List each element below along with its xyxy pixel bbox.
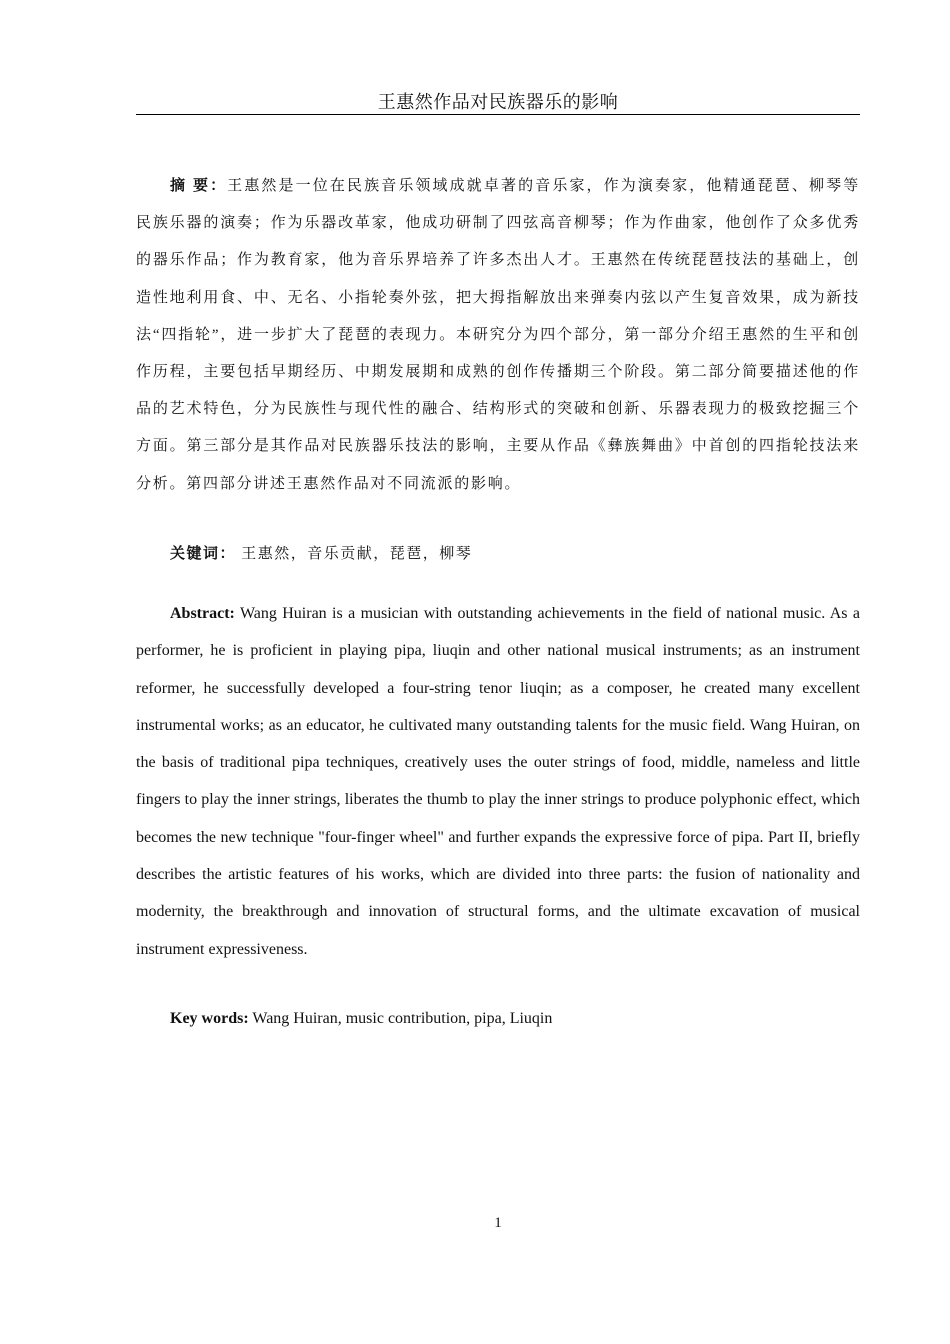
chinese-abstract — [136, 168, 860, 503]
chinese-keywords — [136, 536, 860, 573]
running-header-title: 王惠然作品对民族器乐的影响 — [377, 92, 619, 112]
chinese-abstract-text: 王惠然是一位在民族音乐领域成就卓著的音乐家，作为演奏家，他精通琵琶、柳琴等民族乐器的演奏；作为乐器改革家，他成功研制了四弦高音柳琴；作为作曲家，他创作了众多优秀的器乐作品；作为教育家，他为音乐界培养了许多杰出人才。王惠然在传统琵琶技法的基础上，创造性地利用食、中、无名、小指轮奏外弦，把大拇指解放出来弹奏内弦以产生复音效果，成为新技法“四指轮”，进一步扩大了琵琶的表现力。本研究分为四个部分，第一部分介绍王惠然的生平和创作历程，主要包括早期经历、中期发展期和成熟的创作传播期三个阶段。第二部分简要描述他的作品的艺术特色，分为民族性与现代性的融合、结构形式的突破和创新、乐器表现力的极致挖掘三个方面。第三部分是其作品对民族器乐技法的影响，主要从作品《彝族舞曲》中首创的四指轮技法来分析。第四部分讲述王惠然作品对不同流派的影响。 — [136, 178, 860, 492]
english-abstract-label: Abstract: — [170, 605, 235, 622]
chinese-keywords-label: 关键词： — [170, 546, 237, 562]
chinese-abstract-label: 摘 要： — [170, 178, 228, 194]
header-rule — [136, 114, 860, 115]
english-keywords-text: Wang Huiran, music contribution, pipa, Liuqin — [248, 1010, 553, 1027]
english-abstract-text: Wang Huiran is a musician with outstanding achievements in the field of national music. As a performer, he is proficient in playing pipa, liuqin and other national musical instruments; as an instrument reformer, he successfully developed a four-string tenor liuqin; as a composer, he created many excellent instrumental works; as an educator, he cultivated many outstanding talents for the music field. Wang Huiran, on the basis of traditional pipa techniques, creatively uses the outer strings of food, middle, nameless and little fingers to play the inner strings, liberates the thumb to play the inner strings to produce polyphonic effect, which becomes the new technique "four-finger wheel" and further expands the expressive force of pipa. Part II, briefly describes the artistic features of his works, which are divided into three parts: the fusion of nationality and modernity, the breakthrough and innovation of structural forms, and the ultimate excavation of musical instrument expressiveness. — [136, 605, 860, 958]
english-keywords-label: Key words: — [170, 1010, 249, 1027]
english-abstract — [136, 595, 860, 968]
chinese-keywords-text: 王惠然，音乐贡献，琵琶，柳琴 — [236, 546, 473, 562]
page-number: 1 — [494, 1215, 502, 1231]
english-keywords — [136, 1000, 860, 1037]
